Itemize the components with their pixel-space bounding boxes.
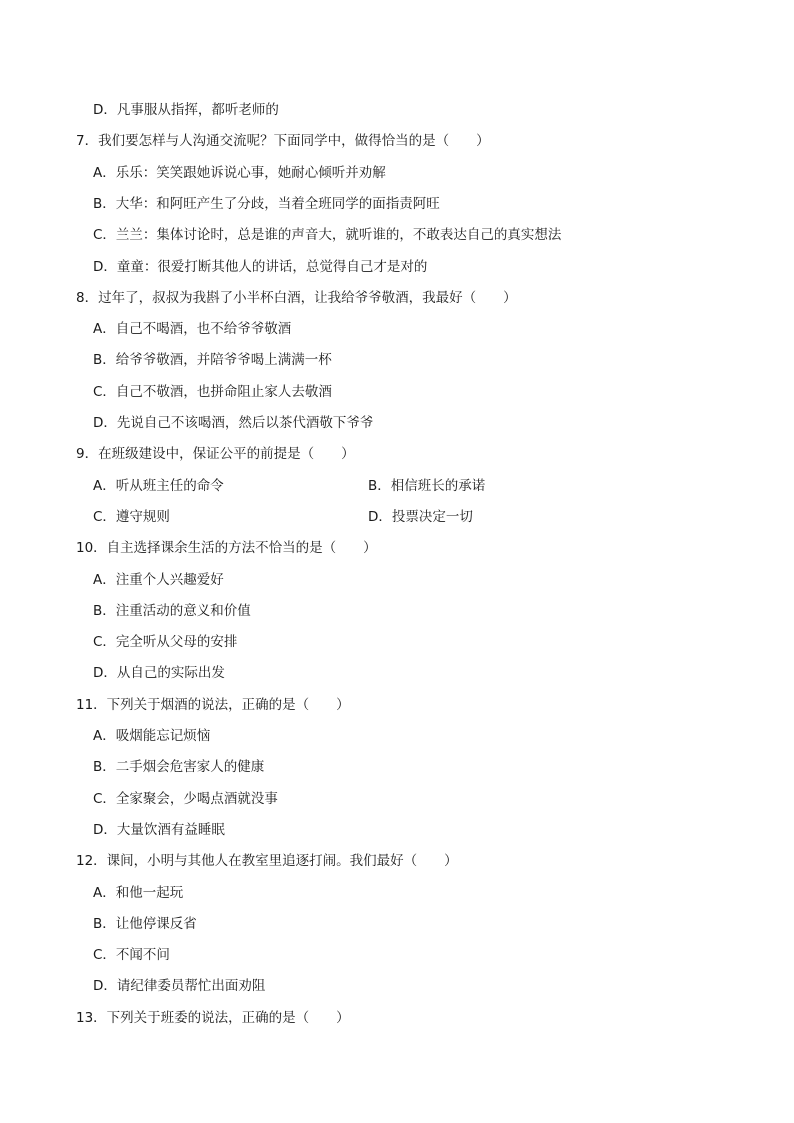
question-text: 10．自主选择课余生活的方法不恰当的是（ ） [76,540,377,556]
question-text: 12．课间，小明与其他人在教室里追逐打闹。我们最好（ ） [76,853,458,869]
option-text: D．童童：很爱打断其他人的讲话，总觉得自己才是对的 [93,259,428,275]
option-text: D．投票决定一切 [368,509,473,525]
option-text: D．大量饮酒有益睡眠 [93,822,225,838]
option-text: A．和他一起玩 [93,885,184,901]
option-text: C．遵守规则 [93,509,170,525]
option-text: C．全家聚会，少喝点酒就没事 [93,791,278,807]
option-text: D．先说自己不该喝酒，然后以茶代酒敬下爷爷 [93,415,374,431]
option-text: C．不闻不问 [93,947,170,963]
option-text: C．兰兰：集体讨论时，总是谁的声音大，就听谁的，不敢表达自己的真实想法 [93,227,562,243]
option-text: D．请纪律委员帮忙出面劝阻 [93,978,266,994]
question-text: 8．过年了，叔叔为我斟了小半杯白酒，让我给爷爷敬酒，我最好（ ） [76,290,517,306]
option-text: B．二手烟会危害家人的健康 [93,759,265,775]
option-text: A．听从班主任的命令 [93,478,224,494]
option-text: D．从自己的实际出发 [93,665,225,681]
option-text: B．大华：和阿旺产生了分歧，当着全班同学的面指责阿旺 [93,196,440,212]
question-text: 9．在班级建设中，保证公平的前提是（ ） [76,446,355,462]
option-text: C．完全听从父母的安排 [93,634,238,650]
option-text: B．注重活动的意义和价值 [93,603,251,619]
option-text: B．让他停课反省 [93,916,197,932]
option-text: A．注重个人兴趣爱好 [93,572,224,588]
option-text: B．给爷爷敬酒，并陪爷爷喝上满满一杯 [93,352,332,368]
option-text: A．乐乐：笑笑跟她诉说心事，她耐心倾听并劝解 [93,165,386,181]
option-text: C．自己不敬酒，也拼命阻止家人去敬酒 [93,384,332,400]
question-text: 7．我们要怎样与人沟通交流呢？下面同学中，做得恰当的是（ ） [76,133,490,149]
option-text: D．凡事服从指挥，都听老师的 [93,102,279,118]
question-text: 13．下列关于班委的说法，正确的是（ ） [76,1010,350,1026]
question-text: 11．下列关于烟酒的说法，正确的是（ ） [76,697,350,713]
option-text: A．自己不喝酒，也不给爷爷敬酒 [93,321,292,337]
option-text: A．吸烟能忘记烦恼 [93,728,211,744]
option-text: B．相信班长的承诺 [368,478,486,494]
